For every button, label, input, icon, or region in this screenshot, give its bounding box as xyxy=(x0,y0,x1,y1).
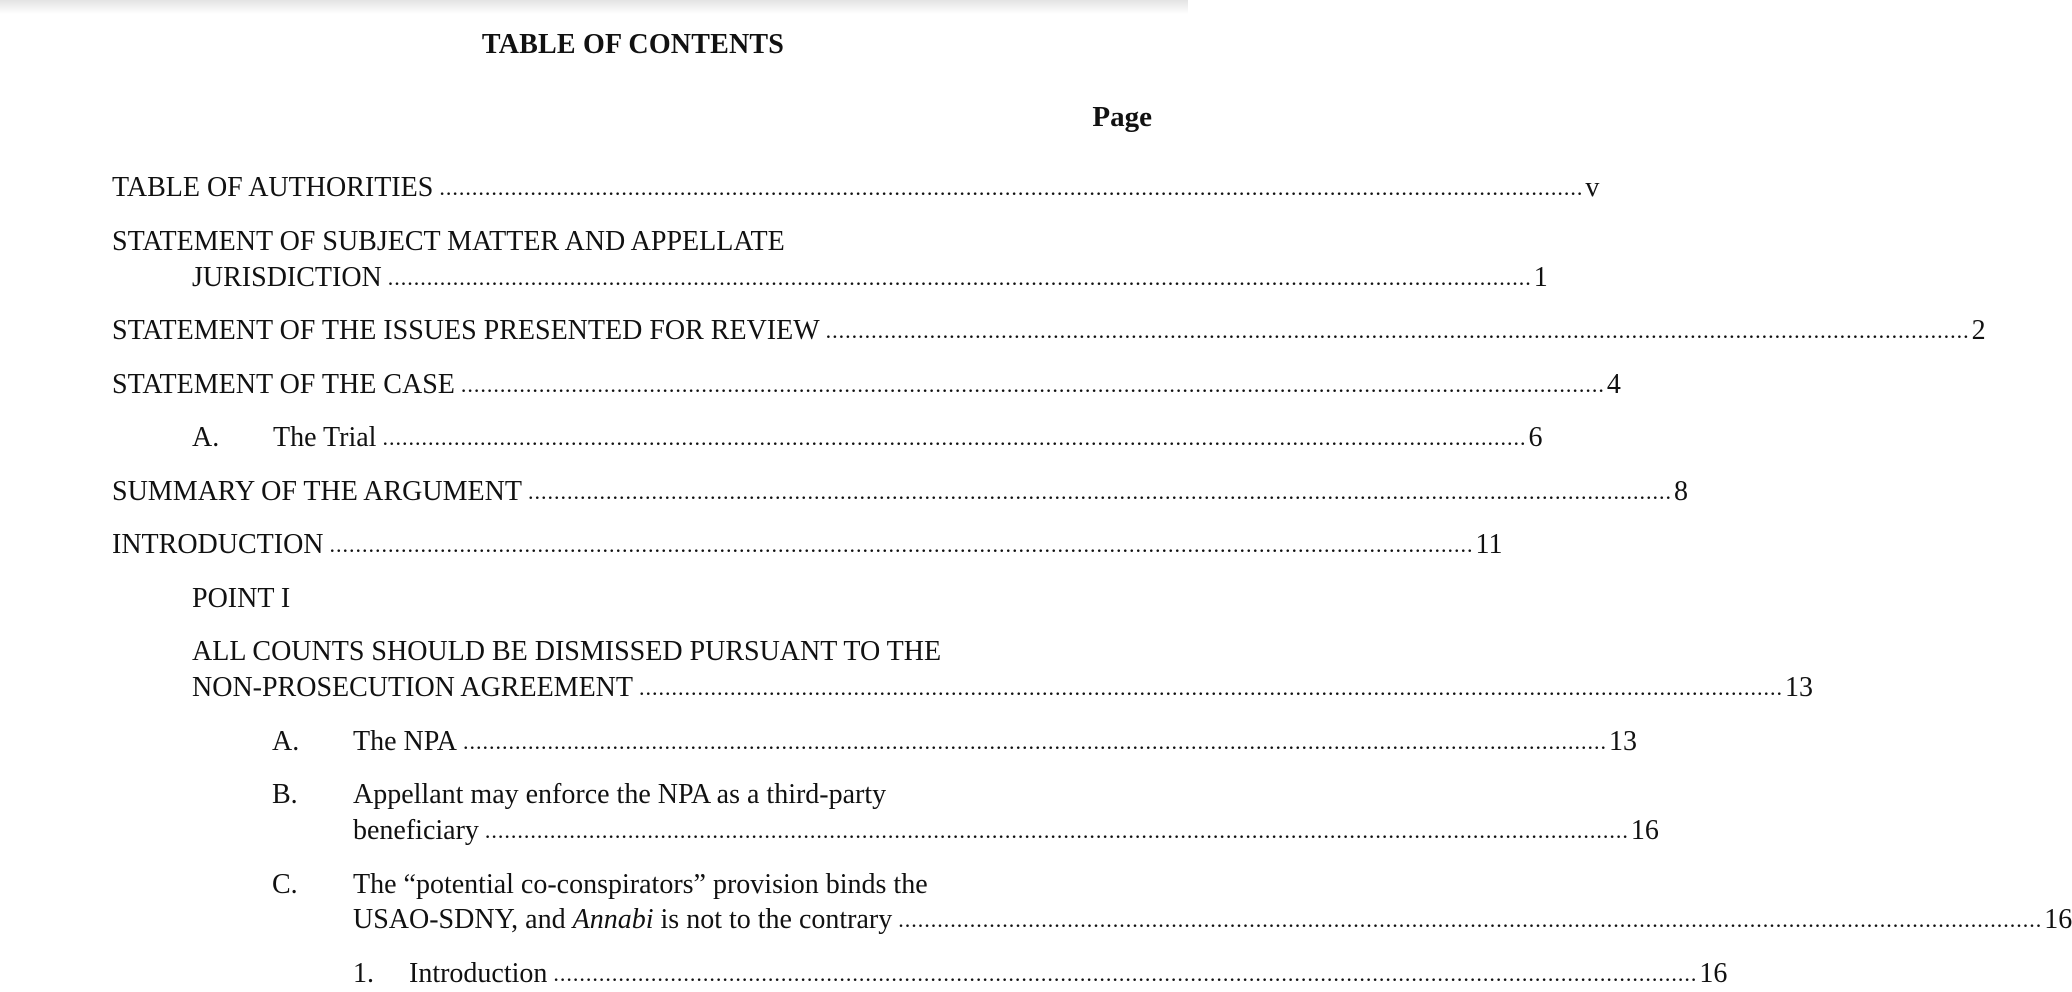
toc-leader: ................................................................................................................................................................................ xyxy=(462,729,1607,754)
viewer-top-shadow xyxy=(0,0,1188,14)
toc-leader: ................................................................................................................................................................................ xyxy=(825,318,1970,343)
toc-leader: ................................................................................................................................................................................ xyxy=(553,961,1698,986)
toc-leader: ................................................................................................................................................................................ xyxy=(387,265,1532,290)
toc-entry-summary-of-argument[interactable] xyxy=(112,474,1688,510)
toc-entry-text-line1: ALL COUNTS SHOULD BE DISMISSED PURSUANT TO THE xyxy=(192,636,942,667)
toc-page-number: 11 xyxy=(1475,529,1503,560)
toc-leader: ................................................................................................................................................................................ xyxy=(898,907,2043,932)
toc-entry-text: beneficiary xyxy=(353,815,479,846)
toc-entry-table-of-authorities[interactable] xyxy=(112,170,1600,206)
toc-point-heading: POINT I xyxy=(192,583,291,614)
toc-page-number: 4 xyxy=(1606,369,1621,400)
toc-entry-text-line1 xyxy=(272,777,886,813)
toc-entry-text-line1 xyxy=(272,867,928,903)
toc-page-number: 16 xyxy=(1630,815,1659,846)
toc-entry-introduction[interactable] xyxy=(112,527,1503,563)
toc-page-number: 13 xyxy=(1608,726,1637,757)
toc-page-number: 8 xyxy=(1673,476,1688,507)
toc-entry-the-trial[interactable] xyxy=(192,420,1543,456)
toc-entry-jurisdiction[interactable] xyxy=(192,260,1548,296)
toc-page-number: 16 xyxy=(2044,904,2072,935)
toc-entry-case-name: Annabi xyxy=(572,904,654,935)
toc-page-number: 6 xyxy=(1528,422,1543,453)
toc-entry-text: NON-PROSECUTION AGREEMENT xyxy=(192,672,633,703)
toc-page-number: 16 xyxy=(1699,958,1728,989)
toc-entry-partial-introduction[interactable] xyxy=(353,956,1728,992)
toc-leader: ................................................................................................................................................................................ xyxy=(439,175,1584,200)
toc-entry-the-npa[interactable] xyxy=(272,724,1637,760)
toc-entry-co-conspirators-provision[interactable] xyxy=(353,902,2072,938)
toc-entry-text xyxy=(192,420,376,456)
toc-page-number: 2 xyxy=(1971,315,1986,346)
page-column-header: Page xyxy=(1092,101,1152,133)
toc-entry-letter: B. xyxy=(272,779,298,810)
toc-title: TABLE OF CONTENTS xyxy=(481,29,785,60)
toc-entry-letter: C. xyxy=(272,869,298,900)
toc-entry-text: TABLE OF AUTHORITIES xyxy=(112,172,434,203)
toc-leader: ................................................................................................................................................................................ xyxy=(484,818,1629,843)
toc-page-number: 13 xyxy=(1785,672,1813,703)
toc-entry-label: The “potential co-conspirators” provision binds the xyxy=(353,869,928,900)
toc-leader: ................................................................................................................................................................................ xyxy=(329,532,1474,557)
toc-entry-third-party-beneficiary[interactable] xyxy=(353,813,1659,849)
toc-entry-text-part: is not to the contrary xyxy=(653,904,893,935)
toc-page-number: 1 xyxy=(1533,262,1548,293)
toc-entry-label: Appellant may enforce the NPA as a third-party xyxy=(353,779,887,810)
toc-entry-text: JURISDICTION xyxy=(192,262,382,293)
toc-entry-text: SUMMARY OF THE ARGUMENT xyxy=(112,476,522,507)
toc-entry-issues-presented[interactable] xyxy=(112,313,1986,349)
toc-entry-letter: A. xyxy=(192,422,220,453)
toc-entry-text: STATEMENT OF THE CASE xyxy=(112,369,455,400)
toc-page-number: v xyxy=(1585,172,1600,203)
toc-entry-non-prosecution-agreement[interactable] xyxy=(192,670,1813,706)
toc-entry-text xyxy=(272,724,457,760)
toc-entry-label: The Trial xyxy=(273,422,377,453)
toc-entry-statement-of-case[interactable] xyxy=(112,367,1621,403)
toc-entry-letter: A. xyxy=(272,726,300,757)
toc-leader: ................................................................................................................................................................................ xyxy=(382,425,1527,450)
toc-entry-text: INTRODUCTION xyxy=(112,529,324,560)
toc-entry-text-line1: STATEMENT OF SUBJECT MATTER AND APPELLATE xyxy=(112,226,785,257)
toc-entry-label: The NPA xyxy=(353,726,457,757)
toc-leader: ................................................................................................................................................................................ xyxy=(460,372,1605,397)
toc-entry-text-part: USAO-SDNY, and xyxy=(353,904,573,935)
toc-entry-text xyxy=(353,902,892,938)
toc-entry-text: STATEMENT OF THE ISSUES PRESENTED FOR REVIEW xyxy=(112,315,820,346)
toc-entry-text: 1. Introduction xyxy=(353,958,548,989)
toc-leader: ................................................................................................................................................................................ xyxy=(639,675,1783,700)
toc-leader: ................................................................................................................................................................................ xyxy=(527,479,1672,504)
